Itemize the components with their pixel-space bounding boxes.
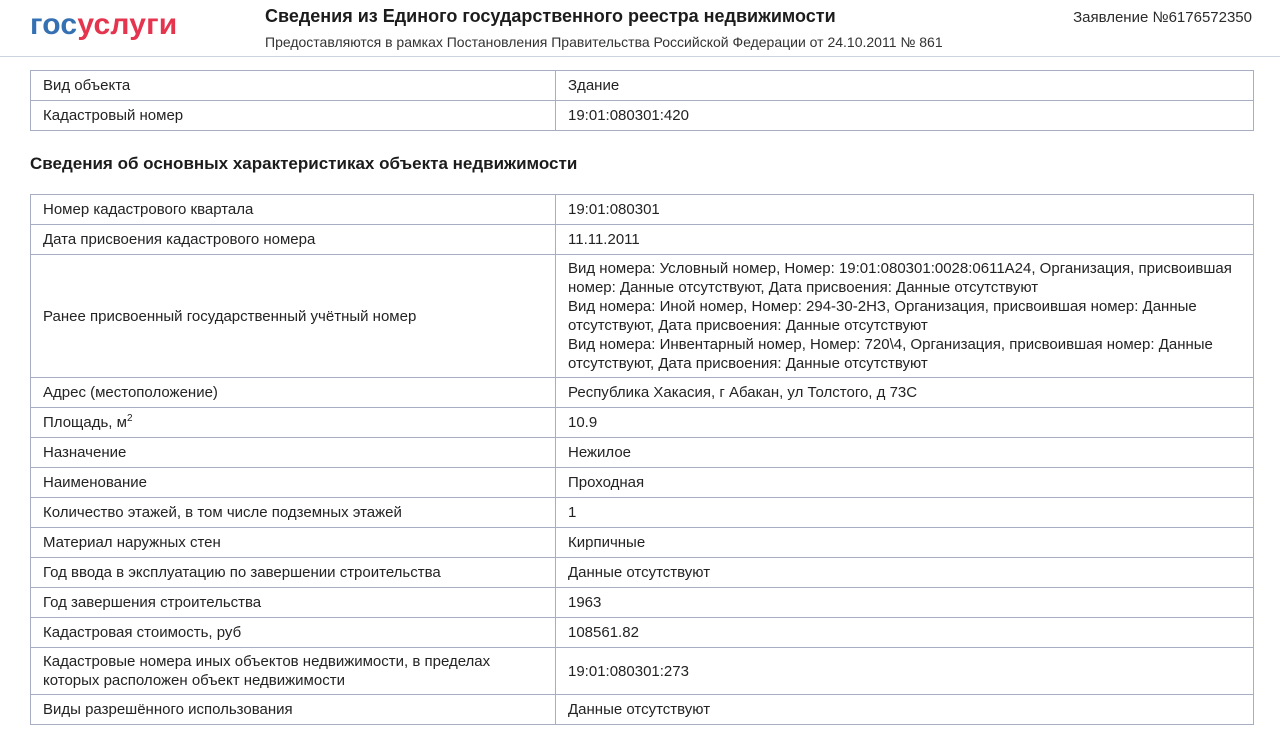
row-value: 1963 bbox=[556, 588, 1254, 618]
row-value: Проходная bbox=[556, 468, 1254, 498]
row-value: Данные отсутствуют bbox=[556, 695, 1254, 725]
row-label: Дата присвоения кадастрового номера bbox=[31, 225, 556, 255]
row-label: Материал наружных стен bbox=[31, 528, 556, 558]
table-row bbox=[31, 648, 1254, 695]
row-value: 19:01:080301 bbox=[556, 195, 1254, 225]
row-value: Кирпичные bbox=[556, 528, 1254, 558]
row-label: Кадастровая стоимость, руб bbox=[31, 618, 556, 648]
row-label: Ранее присвоенный государственный учётный номер bbox=[31, 255, 556, 378]
table-row bbox=[31, 695, 1254, 725]
row-label: Виды разрешённого использования bbox=[31, 695, 556, 725]
object-summary-table bbox=[30, 70, 1254, 131]
row-label: Год завершения строительства bbox=[31, 588, 556, 618]
section-heading: Сведения об основных характеристиках объекта недвижимости bbox=[30, 154, 578, 173]
table-row bbox=[31, 378, 1254, 408]
gosuslugi-logo bbox=[30, 9, 177, 41]
document-header bbox=[0, 0, 1280, 57]
row-value: 19:01:080301:420 bbox=[556, 101, 1254, 131]
row-label: Год ввода в эксплуатацию по завершении строительства bbox=[31, 558, 556, 588]
table-row bbox=[31, 71, 1254, 101]
table-row bbox=[31, 408, 1254, 438]
logo-text-gos: гос bbox=[30, 8, 78, 41]
page-subtitle: Предоставляются в рамках Постановления Правительства Российской Федерации от 24.10.2011 № 861 bbox=[265, 34, 943, 50]
row-value: Данные отсутствуют bbox=[556, 558, 1254, 588]
row-label: Адрес (местоположение) bbox=[31, 378, 556, 408]
application-number: Заявление №6176572350 bbox=[1073, 9, 1252, 26]
row-value: Здание bbox=[556, 71, 1254, 101]
value-line: Вид номера: Условный номер, Номер: 19:01:080301:0028:0611А24, Организация, присвоившая номер: Данные отсутствуют, Дата присвоения: Данные отсутствуют bbox=[568, 260, 1232, 296]
row-value bbox=[556, 255, 1254, 378]
value-line: Вид номера: Иной номер, Номер: 294-30-2НЗ, Организация, присвоившая номер: Данные отсутствуют, Дата присвоения: Данные отсутствуют bbox=[568, 298, 1197, 334]
header-divider bbox=[0, 56, 1280, 57]
table-row bbox=[31, 101, 1254, 131]
row-label: Количество этажей, в том числе подземных этажей bbox=[31, 498, 556, 528]
row-label: Номер кадастрового квартала bbox=[31, 195, 556, 225]
row-label: Кадастровые номера иных объектов недвижимости, в пределах которых расположен объект недвижимости bbox=[31, 648, 556, 695]
row-value: 108561.82 bbox=[556, 618, 1254, 648]
row-value: Нежилое bbox=[556, 438, 1254, 468]
table-row bbox=[31, 528, 1254, 558]
table-row bbox=[31, 588, 1254, 618]
row-value: 11.11.2011 bbox=[556, 225, 1254, 255]
value-line: Вид номера: Инвентарный номер, Номер: 720\4, Организация, присвоившая номер: Данные отсутствуют, Дата присвоения: Данные отсутствуют bbox=[568, 336, 1213, 372]
row-label: Вид объекта bbox=[31, 71, 556, 101]
row-value: 19:01:080301:273 bbox=[556, 648, 1254, 695]
table-row bbox=[31, 498, 1254, 528]
row-label: Площадь, $м^2$ bbox=[31, 408, 556, 438]
title-block bbox=[265, 4, 1025, 51]
table-row bbox=[31, 255, 1254, 378]
object-details-table bbox=[30, 194, 1254, 725]
table-row bbox=[31, 468, 1254, 498]
row-value: Республика Хакасия, г Абакан, ул Толстого, д 73С bbox=[556, 378, 1254, 408]
logo-text-uslugi: услуги bbox=[77, 8, 178, 41]
row-label: Кадастровый номер bbox=[31, 101, 556, 131]
row-value: 10.9 bbox=[556, 408, 1254, 438]
row-label: Наименование bbox=[31, 468, 556, 498]
table-row bbox=[31, 225, 1254, 255]
table-row bbox=[31, 195, 1254, 225]
label-superscript: 2 bbox=[126, 413, 133, 424]
row-value: 1 bbox=[556, 498, 1254, 528]
table-row bbox=[31, 558, 1254, 588]
page-title: Сведения из Единого государственного реестра недвижимости bbox=[265, 6, 836, 26]
table-row bbox=[31, 618, 1254, 648]
row-label: Назначение bbox=[31, 438, 556, 468]
table-row bbox=[31, 438, 1254, 468]
